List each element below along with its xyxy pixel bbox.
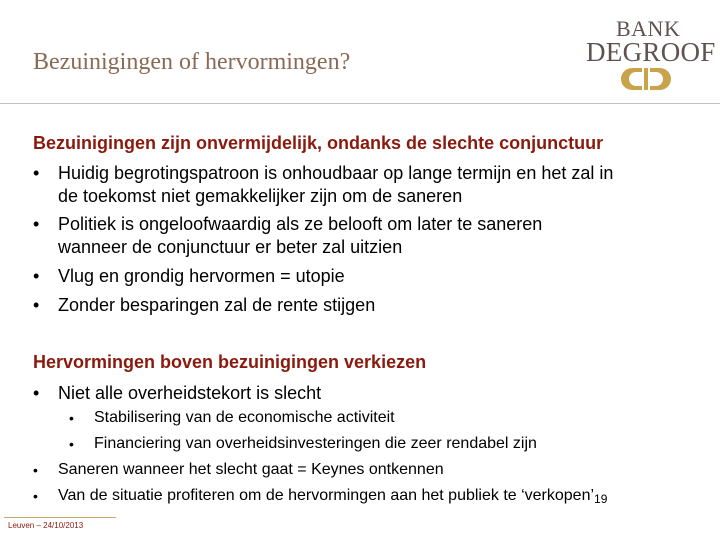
title-divider — [0, 103, 720, 104]
bullet-text: Vlug en grondig hervormen = utopie — [58, 266, 345, 286]
sub-bullet-text: Financiering van overheidsinvesteringen die zeer rendabel zijn — [94, 435, 537, 452]
bullet-dot: • — [33, 488, 38, 504]
sub-bullet-dot: • — [69, 436, 74, 452]
bullet-text: Huidig begrotingspatroon is onhoudbaar op lange termijn en het zal in — [58, 163, 614, 183]
slide-title: Bezuinigingen of hervormingen? — [33, 49, 351, 75]
bullet-dot: • — [33, 266, 40, 286]
footer-divider — [4, 517, 116, 518]
bullet-text: Saneren wanneer het slecht gaat = Keynes ontkennen — [58, 461, 444, 478]
logo-text-bank: BANK — [616, 16, 681, 41]
bullet-text-continued: wanneer de conjunctuur er beter zal uitzien — [58, 237, 403, 257]
bullet-text-with-page-number — [58, 486, 607, 509]
sub-bullet-text: Stabilisering van de economische activiteit — [94, 409, 395, 426]
bullet-dot: • — [33, 214, 40, 234]
bank-degroof-logo — [580, 14, 716, 94]
bullet-dot: • — [33, 163, 40, 183]
bullet-text-continued: de toekomst niet gemakkelijker zijn om de saneren — [58, 186, 463, 206]
footer-date: Leuven – 24/10/2013 — [8, 521, 84, 530]
logo-emblem-icon — [618, 66, 674, 92]
page-number: 19 — [594, 492, 608, 506]
section-heading-hervormingen: Hervormingen boven bezuinigingen verkiezen — [33, 352, 427, 372]
section-heading-bezuinigingen: Bezuinigingen zijn onvermijdelijk, ondanks de slechte conjunctuur — [33, 133, 604, 153]
bullet-text: Niet alle overheidstekort is slecht — [58, 383, 322, 403]
bullet-dot: • — [33, 295, 40, 315]
bullet-text: Van de situatie profiteren om de hervormingen aan het publiek te ‘verkopen’ — [58, 487, 595, 504]
logo-text-degroof: DEGROOF — [586, 37, 716, 67]
bullet-text: Politiek is ongeloofwaardig als ze belooft om later te saneren — [58, 214, 543, 234]
bullet-dot: • — [33, 383, 40, 403]
sub-bullet-dot: • — [69, 410, 74, 426]
bullet-text: Zonder besparingen zal de rente stijgen — [58, 295, 376, 315]
bullet-dot: • — [33, 462, 38, 478]
